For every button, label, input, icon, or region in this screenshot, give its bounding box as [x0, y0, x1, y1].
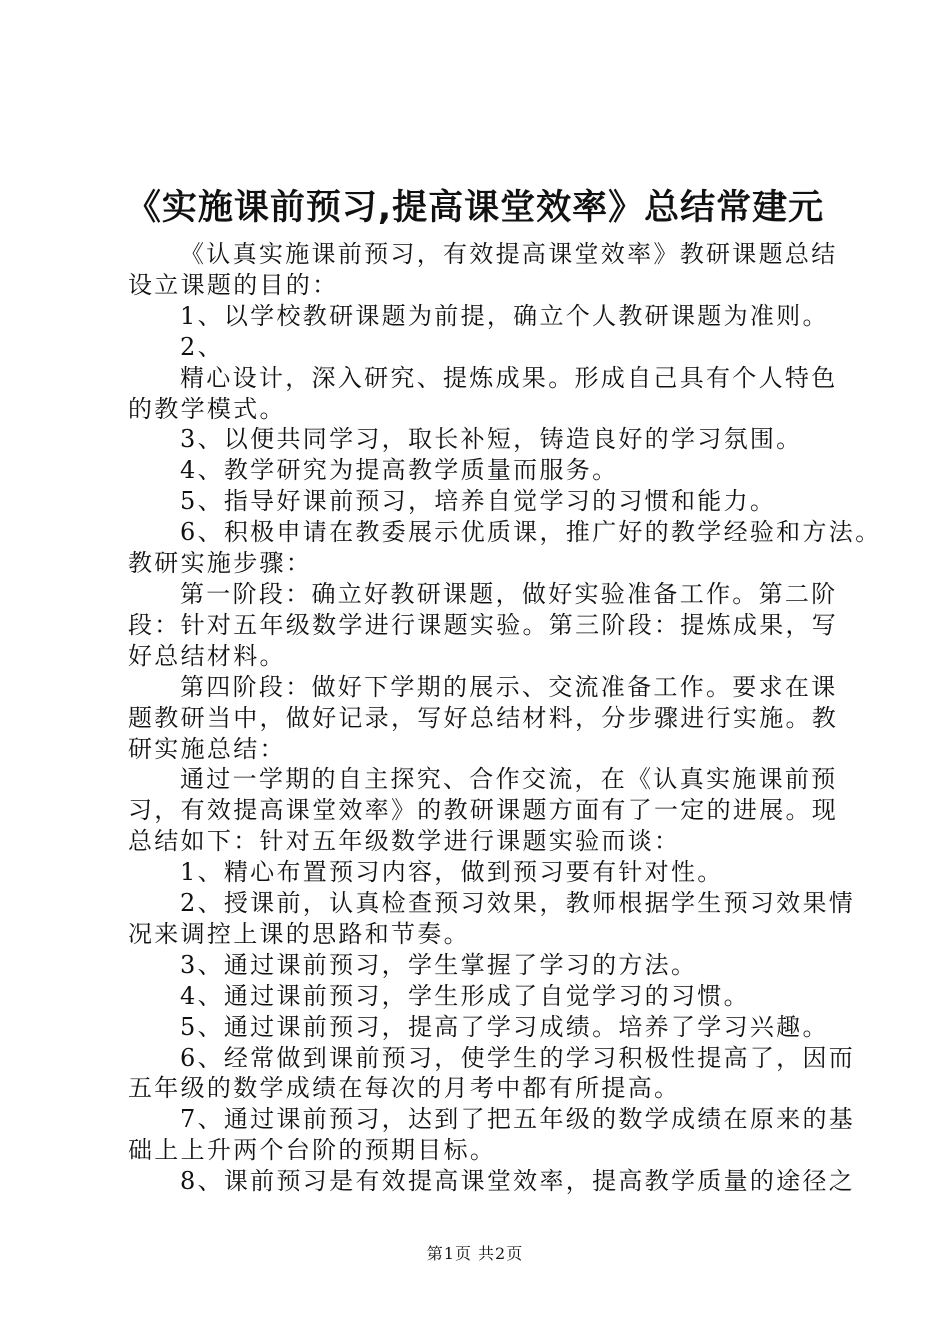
text-line: 总结如下：针对五年级数学进行课题实验而谈：: [128, 827, 681, 856]
text-line: 2、授课前，认真检查预习效果，教师根据学生预习效果情: [180, 889, 856, 918]
text-line: 况来调控上课的思路和节奏。: [128, 919, 470, 948]
text-line: 1、精心布置预习内容，做到预习要有针对性。: [180, 858, 724, 887]
text-line: 7、通过课前预习，达到了把五年级的数学成绩在原来的基: [180, 1105, 856, 1134]
text-line: 研实施总结：: [128, 734, 286, 763]
text-line: 8、课前预习是有效提高课堂效率，提高教学质量的途径之: [180, 1167, 856, 1196]
text-line: 《认真实施课前预习，有效提高课堂效率》教研课题总结: [180, 240, 838, 268]
text-line: 6、积极申请在教委展示优质课，推广好的教学经验和方法。: [180, 518, 882, 547]
text-line: 的教学模式。: [128, 394, 286, 423]
text-line: 3、以便共同学习，取长补短，铸造良好的学习氛围。: [180, 425, 803, 454]
text-line: 5、指导好课前预习，培养自觉学习的习惯和能力。: [180, 487, 777, 516]
text-line: 第一阶段：确立好教研课题，做好实验准备工作。第二阶: [180, 579, 838, 608]
text-line: 4、教学研究为提高教学质量而服务。: [180, 456, 619, 485]
document-body: [128, 239, 882, 1197]
text-line: 精心设计，深入研究、提炼成果。形成自己具有个人特色: [180, 363, 838, 392]
text-line: 5、通过课前预习，提高了学习成绩。培养了学习兴趣。: [180, 1012, 829, 1041]
text-line: 第四阶段：做好下学期的展示、交流准备工作。要求在课: [180, 672, 838, 701]
text-line: 教研实施步骤：: [128, 549, 313, 578]
text-line: 习，有效提高课堂效率》的教研课题方面有了一定的进展。现: [128, 796, 839, 825]
text-line: 4、通过课前预习，学生形成了自觉学习的习惯。: [180, 981, 750, 1010]
text-line: 3、通过课前预习，学生掌握了学习的方法。: [180, 950, 698, 979]
text-line: 好总结材料。: [128, 641, 286, 670]
text-line: 五年级的数学成绩在每次的月考中都有所提高。: [128, 1074, 681, 1103]
text-line: 段：针对五年级数学进行课题实验。第三阶段：提炼成果，写: [128, 610, 839, 639]
text-line: 题教研当中，做好记录，写好总结材料，分步骤进行实施。教: [128, 703, 839, 732]
text-line: 6、经常做到课前预习，使学生的学习积极性提高了，因而: [180, 1043, 856, 1072]
text-line: 通过一学期的自主探究、合作交流，在《认真实施课前预: [180, 765, 838, 794]
document-title: 《实施课前预习,提高课堂效率》总结常建元: [125, 188, 825, 228]
text-line: 础上上升两个台阶的预期目标。: [128, 1136, 497, 1165]
text-line: 1、以学校教研课题为前提，确立个人教研课题为准则。: [180, 301, 829, 330]
page-footer: 第1页 共2页: [426, 1244, 524, 1263]
text-line: 2、: [180, 332, 224, 361]
text-line: 设立课题的目的：: [128, 270, 339, 299]
